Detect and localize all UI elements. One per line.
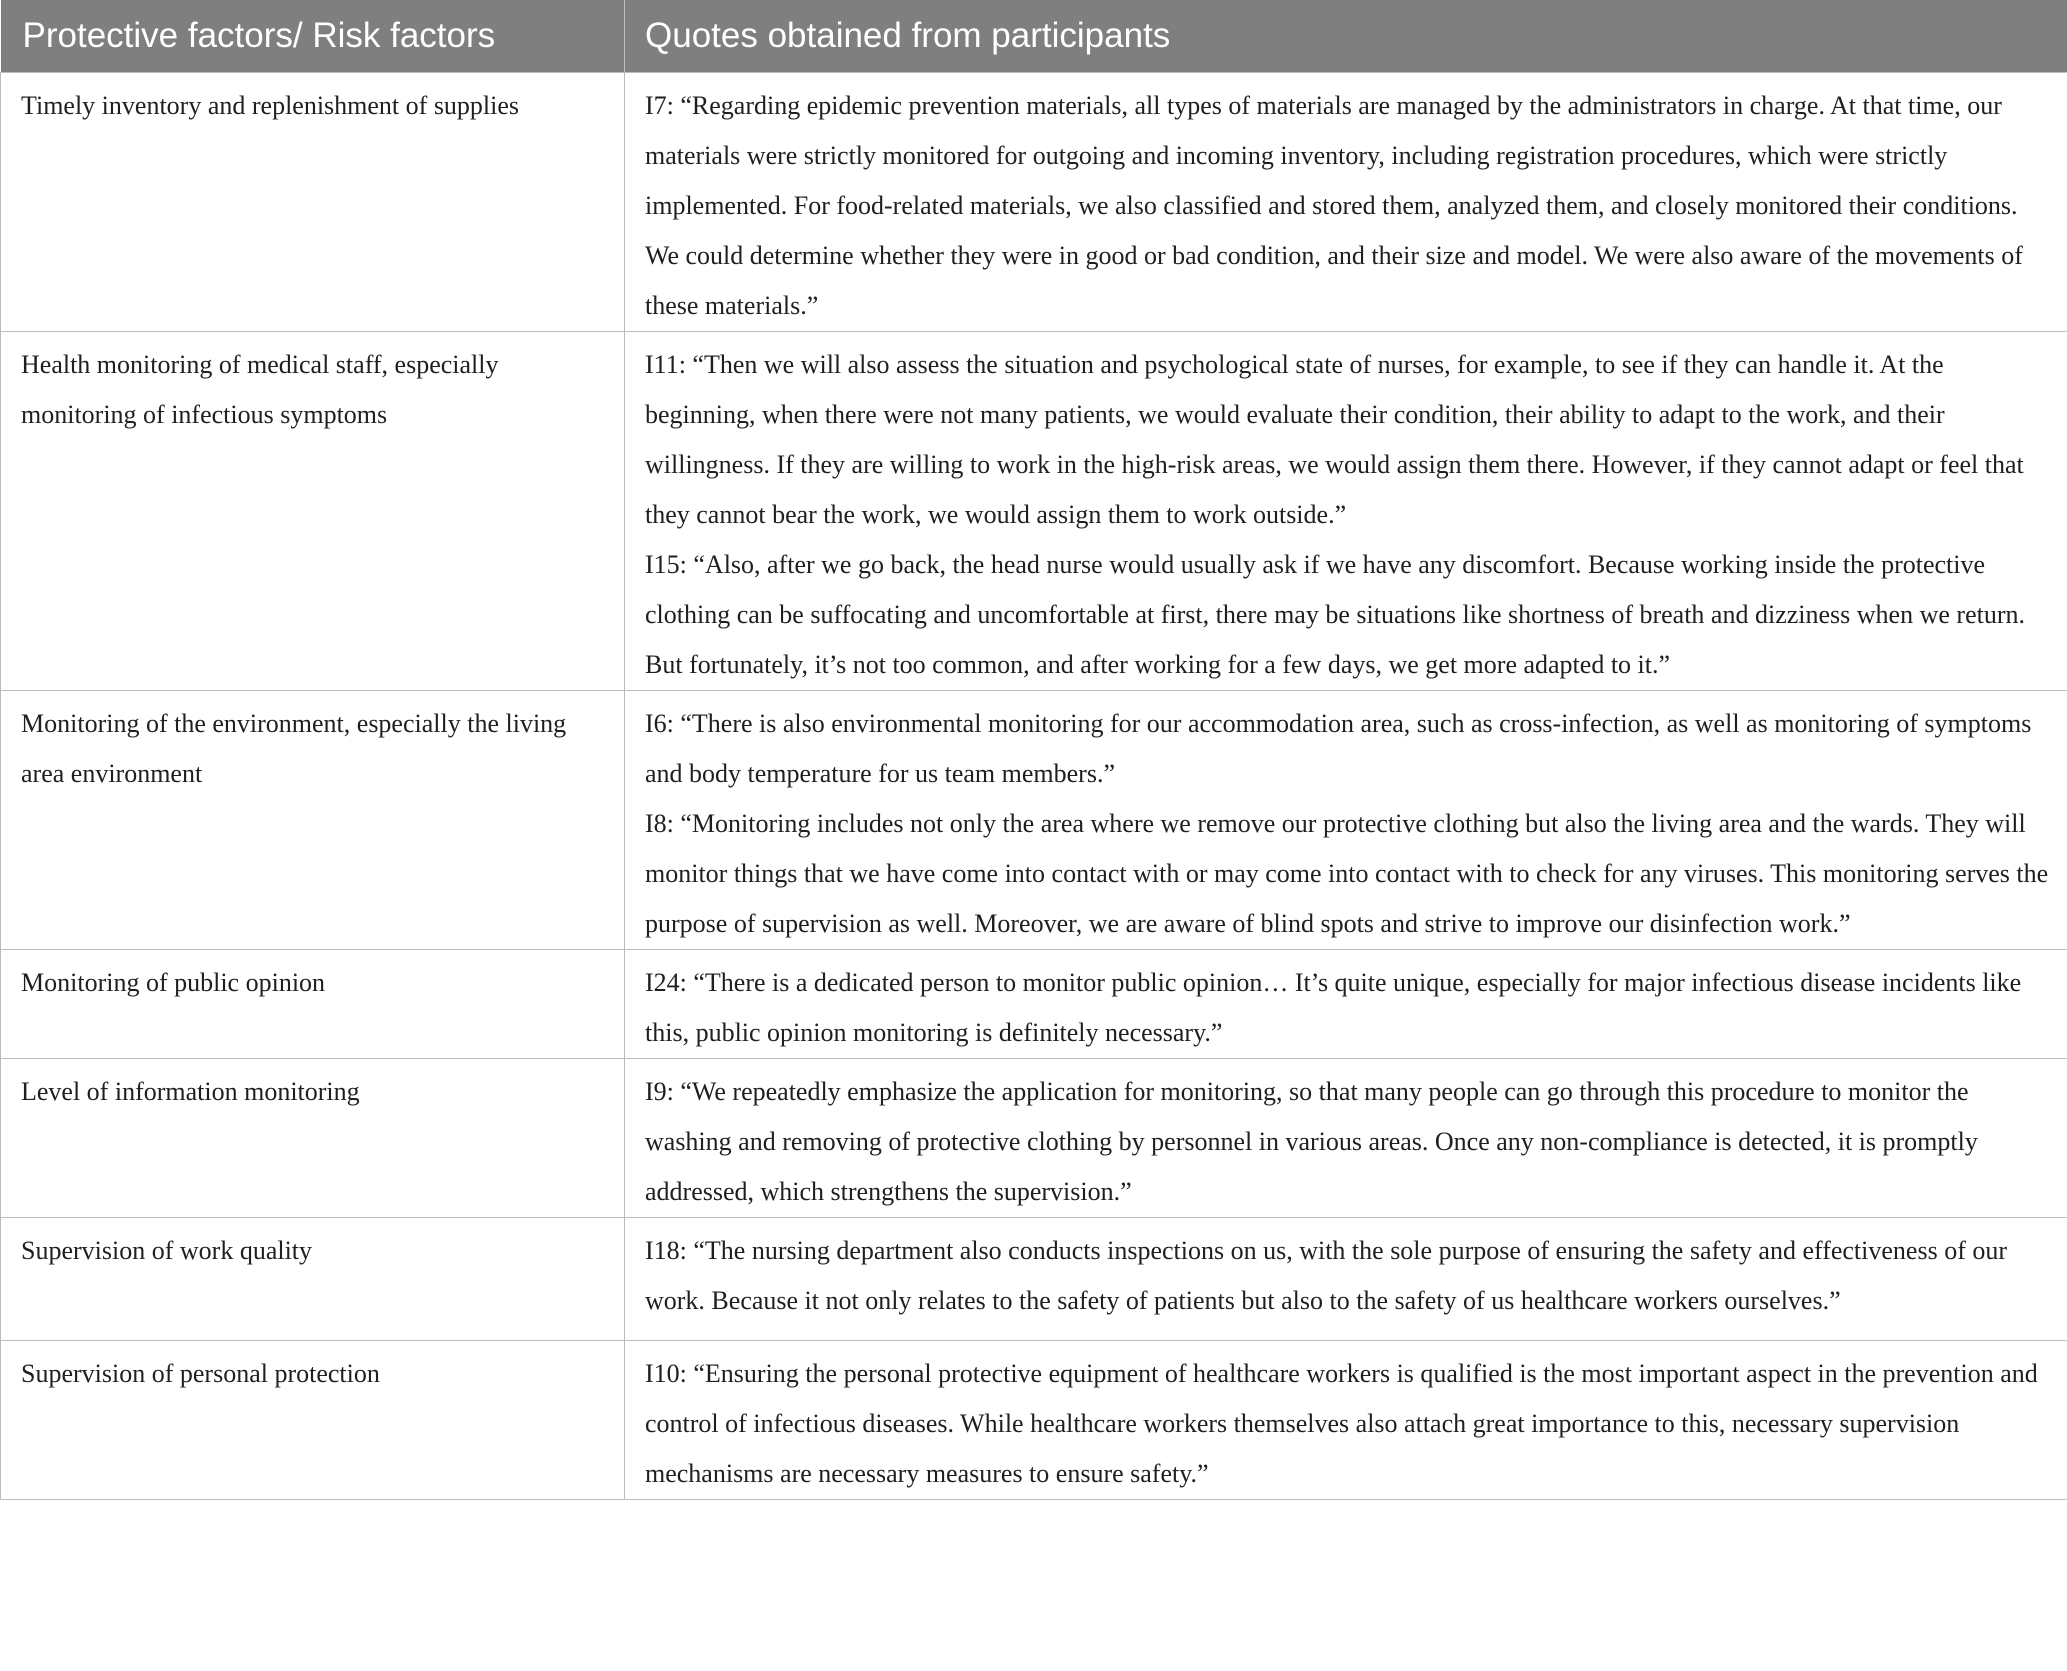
participant-quote: I10: “Ensuring the personal protective equipment of healthcare workers is qualified is the most important aspect in the prevention and control of infectious diseases. While healthcare workers themselves also attach great importance to this, necessary supervision mechanisms are necessary measures to ensure safety.” [645, 1358, 2038, 1488]
quote-cell [625, 690, 2067, 949]
table-row [1, 1058, 2067, 1217]
quote-cell [625, 331, 2067, 690]
factor-cell: Supervision of work quality [1, 1217, 625, 1340]
quote-cell [625, 1217, 2067, 1340]
participant-quote: I24: “There is a dedicated person to monitor public opinion… It’s quite unique, especially for major infectious disease incidents like this, public opinion monitoring is definitely necessary.” [645, 967, 2022, 1047]
table-header-row [1, 0, 2067, 72]
participant-quote: I9: “We repeatedly emphasize the application for monitoring, so that many people can go through this procedure to monitor the washing and removing of protective clothing by personnel in various areas. Once any non-compliance is detected, it is promptly addressed, which strengthens the supervision.” [645, 1076, 1978, 1206]
column-header-factors: Protective factors/ Risk factors [1, 0, 625, 72]
quote-cell [625, 72, 2067, 331]
participant-quote: I6: “There is also environmental monitoring for our accommodation area, such as cross-infection, as well as monitoring of symptoms and body temperature for us team members.” [645, 708, 2032, 788]
participant-quote: I15: “Also, after we go back, the head nurse would usually ask if we have any discomfort. Because working inside the protective clothing can be suffocating and uncomfortable at first, there may be situations like shortness of breath and dizziness when we return. But fortunately, it’s not too common, and after working for a few days, we get more adapted to it.” [645, 549, 2025, 679]
table-row [1, 690, 2067, 949]
table-row [1, 949, 2067, 1058]
participant-quote: I18: “The nursing department also conducts inspections on us, with the sole purpose of ensuring the safety and effectiveness of our work. Because it not only relates to the safety of patients but also to the safety of us healthcare workers ourselves.” [645, 1235, 2008, 1315]
factor-cell: Monitoring of the environment, especially the living area environment [1, 690, 625, 949]
factor-cell: Level of information monitoring [1, 1058, 625, 1217]
factor-cell: Health monitoring of medical staff, especially monitoring of infectious symptoms [1, 331, 625, 690]
quote-cell [625, 949, 2067, 1058]
table-row [1, 331, 2067, 690]
table-row [1, 72, 2067, 331]
participant-quote: I7: “Regarding epidemic prevention materials, all types of materials are managed by the administrators in charge. At that time, our materials were strictly monitored for outgoing and incoming inventory, including registration procedures, which were strictly implemented. For food-related materials, we also classified and stored them, analyzed them, and closely monitored their conditions. We could determine whether they were in good or bad condition, and their size and model. We were also aware of the movements of these materials.” [645, 90, 2023, 320]
factor-cell: Timely inventory and replenishment of supplies [1, 72, 625, 331]
column-header-quotes: Quotes obtained from participants [625, 0, 2067, 72]
quote-cell [625, 1340, 2067, 1499]
factor-cell: Supervision of personal protection [1, 1340, 625, 1499]
quote-cell [625, 1058, 2067, 1217]
participant-quote: I8: “Monitoring includes not only the area where we remove our protective clothing but also the living area and the wards. They will monitor things that we have come into contact with or may come into contact with to check for any viruses. This monitoring serves the purpose of supervision as well. Moreover, we are aware of blind spots and strive to improve our disinfection work.” [645, 808, 2049, 938]
table-row [1, 1340, 2067, 1499]
factor-cell: Monitoring of public opinion [1, 949, 625, 1058]
participant-quote: I11: “Then we will also assess the situation and psychological state of nurses, for example, to see if they can handle it. At the beginning, when there were not many patients, we would evaluate their condition, their ability to adapt to the work, and their willingness. If they are willing to work in the high-risk areas, we would assign them there. However, if they cannot adapt or feel that they cannot bear the work, we would assign them to work outside.” [645, 349, 2024, 529]
table-row [1, 1217, 2067, 1340]
